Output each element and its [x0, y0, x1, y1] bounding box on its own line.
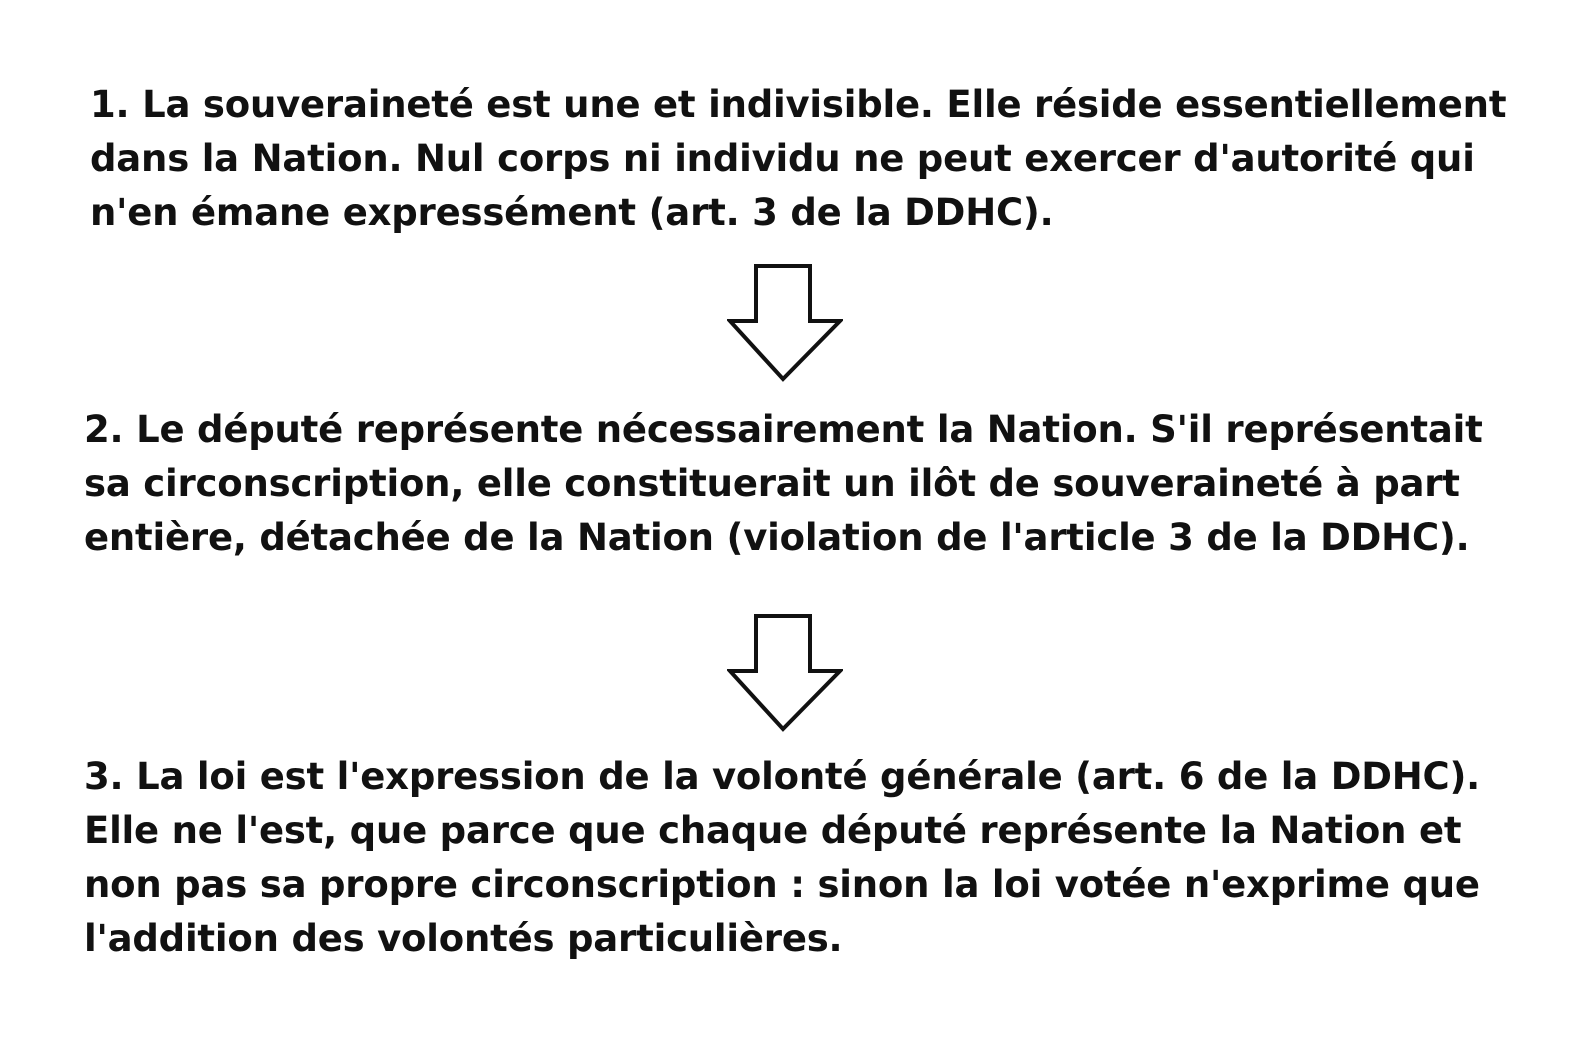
step-2-line-3: entière, détachée de la Nation (violation de l'article 3 de la DDHC).: [84, 516, 1470, 559]
step-1-line-2: dans la Nation. Nul corps ni individu ne peut exercer d'autorité qui: [90, 137, 1475, 180]
step-3-line-1: 3. La loi est l'expression de la volonté générale (art. 6 de la DDHC).: [84, 755, 1481, 798]
step-3-line-2: Elle ne l'est, que parce que chaque député représente la Nation et: [84, 809, 1462, 852]
step-3-text: [84, 750, 1480, 966]
step-3-line-3: non pas sa propre circonscription : sinon la loi votée n'exprime que: [84, 863, 1480, 906]
step-1-line-3: n'en émane expressément (art. 3 de la DDHC).: [90, 191, 1054, 234]
down-arrow-icon: [727, 264, 843, 384]
step-1-line-1: 1. La souveraineté est une et indivisible. Elle réside essentiellement: [90, 83, 1507, 126]
step-2-line-2: sa circonscription, elle constituerait un ilôt de souveraineté à part: [84, 462, 1460, 505]
step-2-line-1: 2. Le député représente nécessairement la Nation. S'il représentait: [84, 408, 1483, 451]
down-arrow-icon: [727, 614, 843, 734]
step-1-text: [90, 78, 1506, 240]
step-3-line-4: l'addition des volontés particulières.: [84, 917, 843, 960]
step-2-text: [84, 403, 1483, 565]
